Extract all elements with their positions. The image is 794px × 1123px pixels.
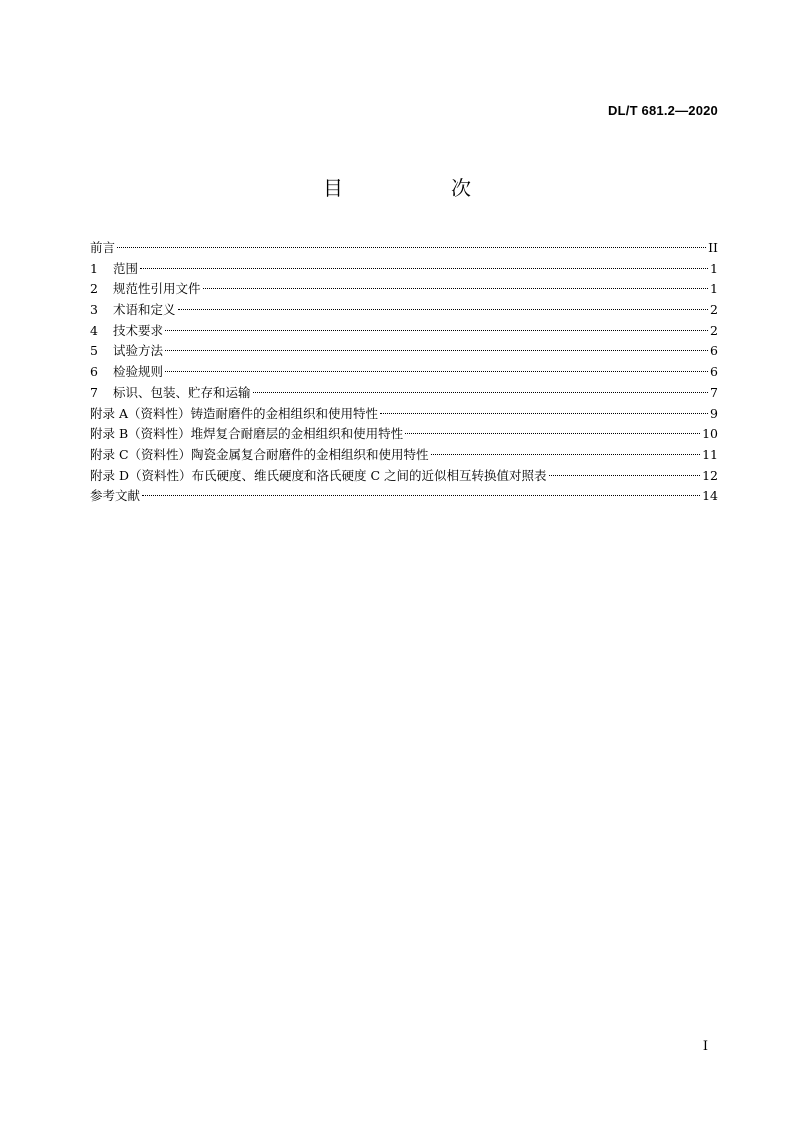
toc-entry-number: 3 — [90, 302, 98, 318]
toc-entry-number: 1 — [90, 260, 98, 276]
toc-entry-number: 7 — [90, 384, 98, 400]
toc-entry-label: 前言 — [90, 240, 116, 255]
toc-entry-foreword[interactable] — [90, 238, 718, 259]
toc-entry-label: 附录 D（资料性）布氏硬度、维氏硬度和洛氏硬度 C 之间的近似相互转换值对照表 — [90, 467, 547, 483]
toc-entry-page: 1 — [710, 281, 718, 297]
toc-entry-scope[interactable] — [90, 259, 718, 280]
toc-dot-leader — [549, 475, 701, 476]
toc-entry-page: 11 — [702, 446, 718, 462]
toc-entry-annex-a[interactable] — [90, 404, 718, 425]
toc-dot-leader — [253, 392, 709, 393]
toc-entry-annex-c[interactable] — [90, 445, 718, 466]
toc-entry-test-methods[interactable] — [90, 341, 718, 362]
toc-entry-page: 14 — [702, 488, 718, 504]
toc-entry-normative-references[interactable] — [90, 279, 718, 300]
toc-entry-bibliography[interactable] — [90, 486, 718, 507]
toc-dot-leader — [142, 495, 700, 496]
toc-entry-label: 附录 B（资料性）堆焊复合耐磨层的金相组织和使用特性 — [90, 426, 404, 442]
standard-number: DL/T 681.2—2020 — [608, 103, 718, 118]
toc-entry-page: II — [708, 240, 718, 255]
toc-dot-leader — [203, 288, 709, 289]
toc-dot-leader — [165, 330, 708, 331]
toc-entry-inspection-rules[interactable] — [90, 362, 718, 383]
toc-dot-leader — [405, 433, 700, 434]
toc-dot-leader — [117, 247, 706, 248]
toc-entry-number: 5 — [90, 343, 98, 359]
page-number: I — [702, 1039, 708, 1054]
toc-entry-label: 术语和定义 — [113, 302, 176, 318]
toc-dot-leader — [165, 350, 708, 351]
toc-dot-leader — [431, 454, 701, 455]
toc-entry-page: 6 — [710, 343, 718, 359]
toc-entry-label: 附录 A（资料性）铸造耐磨件的金相组织和使用特性 — [90, 405, 379, 421]
toc-dot-leader — [380, 413, 708, 414]
toc-entry-label: 参考文献 — [90, 488, 141, 504]
toc-entry-label: 试验方法 — [113, 343, 164, 359]
toc-entry-annex-d[interactable] — [90, 466, 718, 487]
toc-entry-page: 12 — [702, 467, 718, 483]
toc-entry-label: 标识、包装、贮存和运输 — [113, 384, 251, 400]
toc-dot-leader — [178, 309, 709, 310]
toc-entry-technical-requirements[interactable] — [90, 321, 718, 342]
toc-entry-marking-packaging[interactable] — [90, 383, 718, 404]
toc-entry-label: 范围 — [113, 260, 139, 276]
toc-dot-leader — [165, 371, 708, 372]
toc-entry-number: 4 — [90, 322, 98, 338]
toc-entry-terms-definitions[interactable] — [90, 300, 718, 321]
toc-entry-page: 2 — [710, 302, 718, 318]
toc-entry-label: 规范性引用文件 — [113, 281, 201, 297]
toc-entry-page: 1 — [710, 260, 718, 276]
toc-entry-number: 2 — [90, 281, 98, 297]
toc-entry-label: 附录 C（资料性）陶瓷金属复合耐磨件的金相组织和使用特性 — [90, 446, 429, 462]
toc-entry-annex-b[interactable] — [90, 424, 718, 445]
toc-entry-number: 6 — [90, 364, 98, 380]
toc-entry-page: 2 — [710, 322, 718, 338]
toc-entry-page: 6 — [710, 364, 718, 380]
toc-list — [90, 238, 718, 507]
toc-dot-leader — [140, 268, 708, 269]
toc-entry-label: 检验规则 — [113, 364, 164, 380]
toc-entry-page: 10 — [702, 426, 718, 442]
toc-title: 目 次 — [323, 176, 515, 200]
toc-entry-page: 9 — [710, 405, 718, 421]
toc-entry-label: 技术要求 — [113, 322, 164, 338]
toc-entry-page: 7 — [710, 384, 718, 400]
